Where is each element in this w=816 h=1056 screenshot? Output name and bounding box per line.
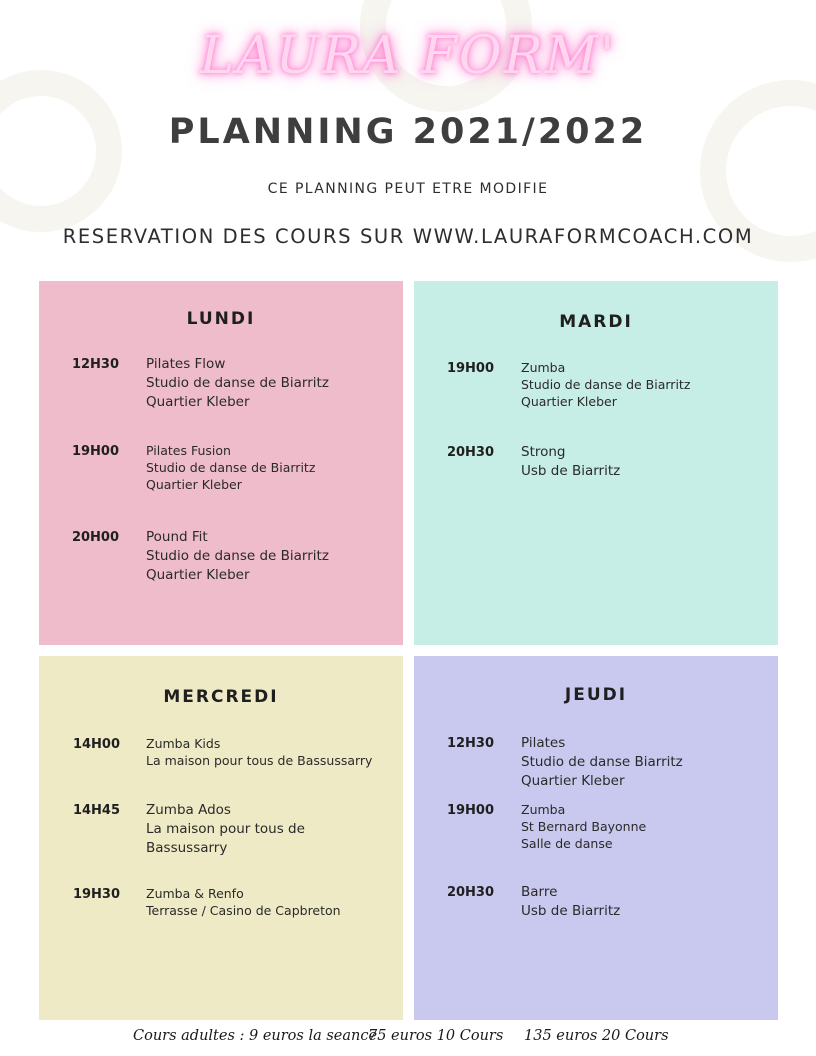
class-details bbox=[521, 734, 683, 791]
class-location: Quartier Kleber bbox=[521, 394, 617, 409]
reservation-notice: RESERVATION DES COURS SUR WWW.LAURAFORMCOACH.COM bbox=[62, 225, 754, 248]
day-title: MARDI bbox=[559, 312, 633, 332]
class-name: Barre bbox=[521, 884, 558, 900]
page-title: PLANNING 2021/2022 bbox=[168, 112, 648, 152]
class-details bbox=[146, 442, 315, 493]
class-name: Zumba bbox=[521, 360, 566, 375]
class-time: 20H30 bbox=[446, 885, 494, 900]
class-location: Quartier Kleber bbox=[146, 567, 250, 583]
class-name: Pilates bbox=[521, 735, 566, 751]
class-location: Terrasse / Casino de Capbreton bbox=[146, 903, 341, 918]
class-time: 19H00 bbox=[446, 803, 494, 818]
class-location: Studio de danse de Biarritz bbox=[146, 375, 329, 391]
price-20-sessions: 135 euros 20 Cours bbox=[524, 1028, 669, 1044]
class-location: Usb de Biarritz bbox=[521, 463, 621, 479]
class-name: Pound Fit bbox=[146, 529, 208, 545]
class-time: 20H30 bbox=[446, 445, 494, 460]
day-panel-mardi bbox=[414, 281, 778, 645]
class-name: Pilates Flow bbox=[146, 356, 226, 372]
class-location: Bassussarry bbox=[146, 840, 228, 856]
day-title: LUNDI bbox=[186, 309, 256, 329]
class-time: 12H30 bbox=[446, 736, 494, 751]
class-time: 14H00 bbox=[72, 737, 120, 752]
class-location: Studio de danse Biarritz bbox=[521, 754, 683, 770]
class-location: Studio de danse de Biarritz bbox=[146, 460, 316, 475]
class-details bbox=[521, 801, 646, 852]
day-title: JEUDI bbox=[564, 685, 628, 705]
day-panel-jeudi bbox=[414, 656, 778, 1020]
brand-logo: LAURA FORM' bbox=[199, 26, 617, 86]
class-name: Pilates Fusion bbox=[146, 443, 231, 458]
class-name: Strong bbox=[521, 444, 566, 460]
class-details bbox=[146, 801, 305, 858]
class-time: 19H00 bbox=[71, 444, 119, 459]
class-location: Salle de danse bbox=[521, 836, 613, 851]
class-time: 19H30 bbox=[72, 887, 120, 902]
class-details bbox=[146, 885, 341, 919]
class-location: Studio de danse de Biarritz bbox=[146, 548, 329, 564]
day-panel-lundi bbox=[39, 281, 403, 645]
class-details bbox=[521, 443, 620, 481]
class-location: Usb de Biarritz bbox=[521, 903, 621, 919]
class-name: Zumba & Renfo bbox=[146, 886, 244, 901]
class-details bbox=[146, 735, 372, 769]
class-details bbox=[521, 359, 690, 410]
class-name: Zumba Kids bbox=[146, 736, 221, 751]
class-location: La maison pour tous de Bassussarry bbox=[146, 753, 373, 768]
class-name: Zumba Ados bbox=[146, 802, 231, 818]
class-location: La maison pour tous de bbox=[146, 821, 305, 837]
class-location: St Bernard Bayonne bbox=[521, 819, 647, 834]
class-details bbox=[146, 528, 329, 585]
day-panel-mercredi bbox=[39, 656, 403, 1020]
class-time: 20H00 bbox=[71, 530, 119, 545]
class-time: 12H30 bbox=[71, 357, 119, 372]
class-details bbox=[521, 883, 620, 921]
class-details bbox=[146, 355, 329, 412]
class-location: Quartier Kleber bbox=[146, 477, 242, 492]
price-single-session: Cours adultes : 9 euros la seance bbox=[133, 1028, 378, 1044]
class-name: Zumba bbox=[521, 802, 566, 817]
class-location: Quartier Kleber bbox=[146, 394, 250, 410]
day-title: MERCREDI bbox=[163, 687, 279, 707]
class-time: 14H45 bbox=[72, 803, 120, 818]
page-subtitle: CE PLANNING PEUT ETRE MODIFIE bbox=[267, 181, 549, 197]
price-10-sessions: 75 euros 10 Cours bbox=[368, 1028, 504, 1044]
class-time: 19H00 bbox=[446, 361, 494, 376]
class-location: Studio de danse de Biarritz bbox=[521, 377, 691, 392]
class-location: Quartier Kleber bbox=[521, 773, 625, 789]
